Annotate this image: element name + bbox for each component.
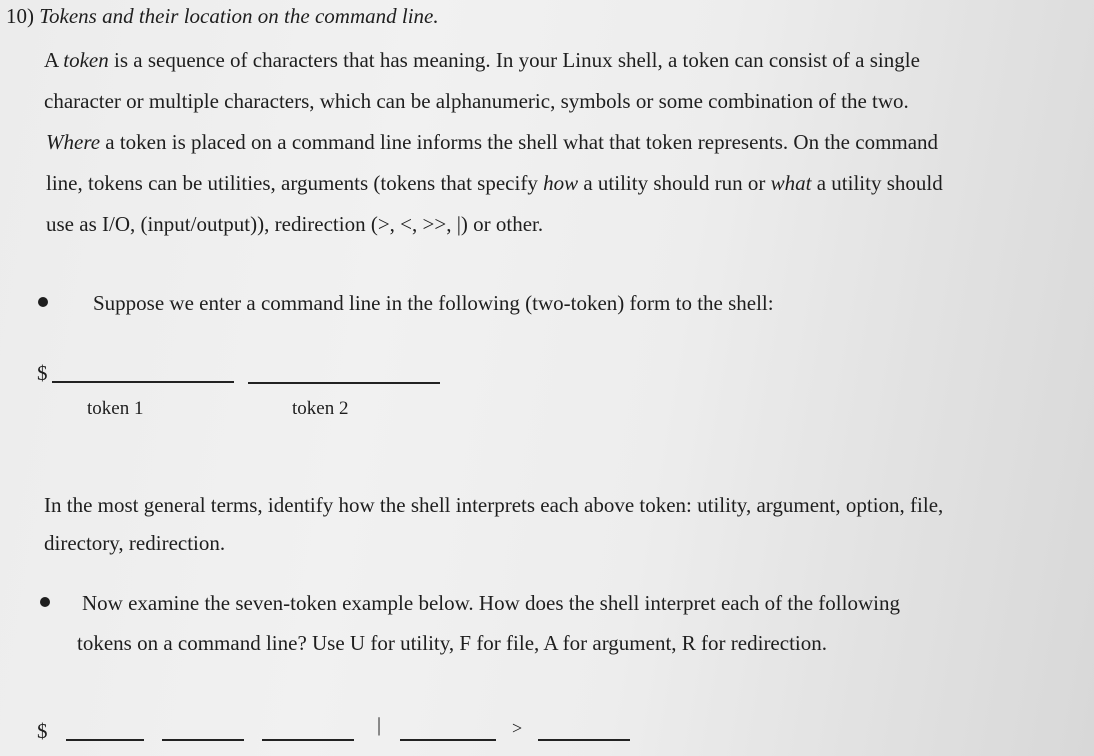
emphasis-token: token	[63, 48, 109, 72]
intro-line-2: character or multiple characters, which can be alphanumeric, symbols or some combination of the two.	[44, 89, 909, 113]
intro-line-5: use as I/O, (input/output)), redirection (>, <, >>, |) or other.	[46, 212, 544, 236]
shell-prompt: $	[37, 361, 48, 385]
emphasis-where: Where	[46, 130, 101, 154]
bullet-icon	[40, 597, 50, 607]
bullet2-line-1: Now examine the seven-token example below. How does the shell interpret each of the following	[82, 591, 900, 615]
question-title-text: Tokens and their location on the command line.	[39, 4, 439, 28]
emphasis-what: what	[770, 171, 812, 195]
answer-blank-1[interactable]	[66, 739, 144, 741]
token2-label: token 2	[292, 398, 349, 419]
intro-line-1: A token is a sequence of characters that has meaning. In your Linux shell, a token can consist of a single	[44, 48, 920, 72]
bullet1-text: Suppose we enter a command line in the following (two-token) form to the shell:	[93, 291, 774, 315]
redirect-symbol: >	[512, 718, 523, 738]
token2-blank[interactable]	[248, 382, 440, 384]
shell-prompt: $	[37, 719, 48, 743]
answer-blank-4[interactable]	[400, 739, 496, 741]
emphasis-how: how	[543, 171, 579, 195]
question2-line-2: directory, redirection.	[44, 531, 226, 555]
question-title	[6, 4, 439, 29]
token1-blank[interactable]	[52, 381, 234, 383]
answer-blank-2[interactable]	[162, 739, 244, 741]
pipe-symbol: |	[377, 714, 382, 736]
intro-line-3: Where a token is placed on a command line informs the shell what that token represents. On the command	[46, 130, 939, 154]
bullet-icon	[38, 297, 48, 307]
bullet2-line-2: tokens on a command line? Use U for utility, F for file, A for argument, R for redirection.	[77, 631, 827, 655]
answer-blank-5[interactable]	[538, 739, 630, 741]
question-number: 10)	[6, 4, 34, 28]
token1-label: token 1	[87, 398, 144, 419]
answer-blank-3[interactable]	[262, 739, 354, 741]
question2-line-1: In the most general terms, identify how the shell interprets each above token: utility, argument, option, file,	[44, 493, 944, 517]
intro-line-4: line, tokens can be utilities, arguments (tokens that specify how a utility should run or what a utility should	[46, 171, 943, 195]
